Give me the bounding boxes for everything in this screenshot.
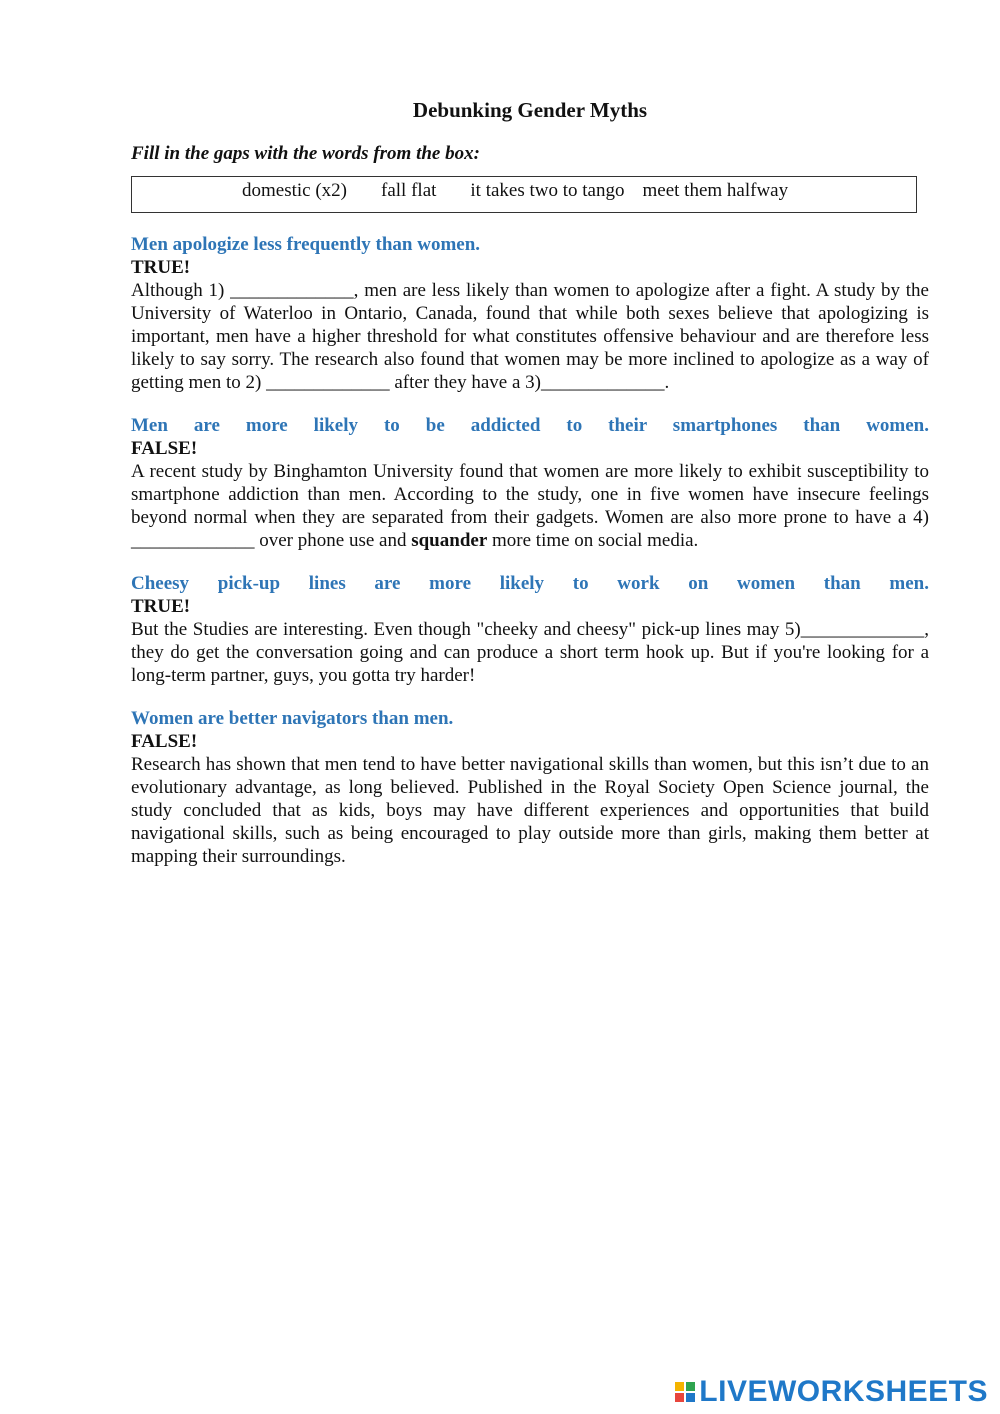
myth-body (131, 460, 929, 552)
myth-verdict: FALSE! (131, 731, 198, 752)
word-box-item: fall flat (381, 180, 437, 201)
myth-section-1 (131, 233, 929, 394)
myth-section-4 (131, 707, 929, 868)
myth-verdict: TRUE! (131, 257, 191, 278)
myth-body: But the Studies are interesting. Even though "cheeky and cheesy" pick-up lines may 5)_____________, they do get the conversation going and can produce a short term hook up. But if you're looking for a long-term partner, guys, you gotta try harder! (131, 619, 929, 686)
word-box-item: it takes two to tango (470, 180, 625, 201)
word-box-item: meet them halfway (642, 180, 789, 201)
myth-verdict: TRUE! (131, 596, 191, 617)
myth-body: Research has shown that men tend to have better navigational skills than women, but this isn’t due to an evolutionary advantage, as long believed. Published in the Royal Society Open Science journal, the study concluded that as kids, boys may have different experiences and opportunities that build navigational skills, such as being encouraged to play outside more than girls, making them better at mapping their surroundings. (131, 754, 929, 867)
instruction: Fill in the gaps with the words from the box: (131, 143, 480, 164)
myth-heading: Men apologize less frequently than women. (131, 234, 481, 255)
logo-tile (686, 1393, 695, 1402)
word-box (131, 176, 917, 213)
myth-section-3 (131, 572, 929, 687)
myth-section-2 (131, 414, 929, 552)
logo-tile (675, 1382, 684, 1391)
worksheet-page (131, 96, 929, 888)
myth-heading: Men are more likely to be addicted to their smartphones than women. (131, 415, 929, 436)
liveworksheets-logo-icon (675, 1382, 695, 1402)
logo-text: LIVEWORKSHEETS (699, 1375, 988, 1408)
word-box-item: domestic (x2) (242, 180, 348, 201)
myth-body: Although 1) _____________, men are less likely than women to apologize after a fight. A study by the University of Waterloo in Ontario, Canada, found that while both sexes believe that apologizing is important, men have a higher threshold for what constitutes offensive behaviour and are therefore less likely to say sorry. The research also found that women may be more inclined to apologize as a way of getting men to 2) _____________ after they have a 3)_____________. (131, 280, 929, 393)
page-title: Debunking Gender Myths (412, 98, 648, 122)
logo-tile (675, 1393, 684, 1402)
myth-body-text: more time on social media. (487, 530, 699, 551)
liveworksheets-logo (675, 1376, 988, 1408)
myth-heading: Women are better navigators than men. (131, 708, 454, 729)
logo-tile (686, 1382, 695, 1391)
myth-body-bold-word: squander (411, 530, 488, 551)
myth-verdict: FALSE! (131, 438, 198, 459)
myth-body-text: A recent study by Binghamton University found that women are more likely to exhibit susceptibility to smartphone addiction than men. According to the study, one in five women have insecure feelings beyond normal when they are separated from their gadgets. Women are also more prone to have a 4) _____________ over phone use and (131, 461, 929, 551)
myth-heading: Cheesy pick-up lines are more likely to work on women than men. (131, 573, 929, 594)
